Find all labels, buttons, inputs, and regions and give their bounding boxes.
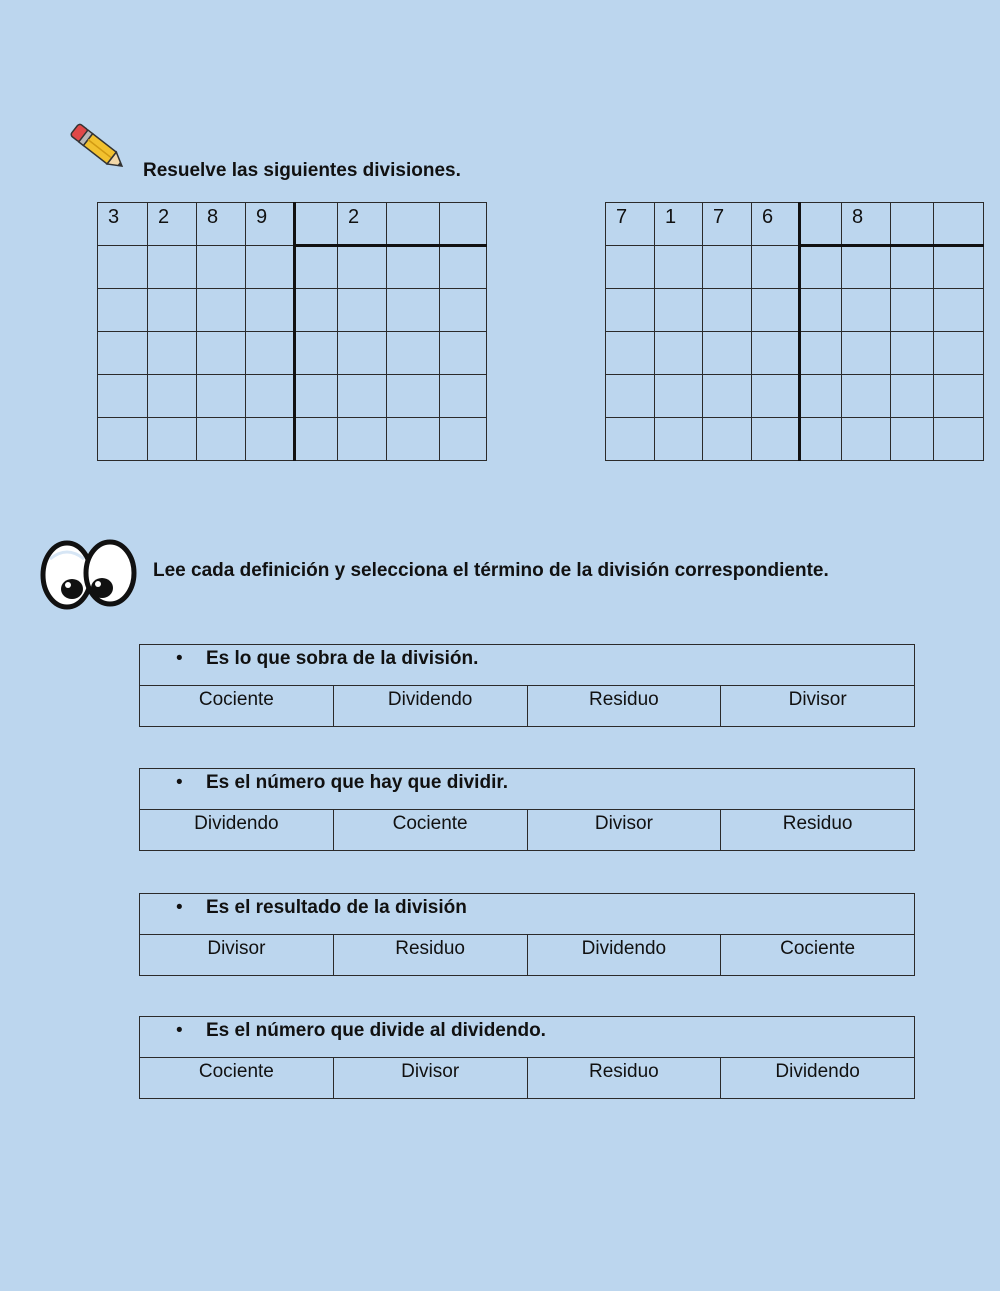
answer-cell[interactable]: [842, 289, 891, 332]
answer-cell[interactable]: [246, 375, 295, 418]
question-2: [139, 768, 915, 851]
answer-cell[interactable]: [148, 332, 197, 375]
answer-option[interactable]: Cociente: [140, 1058, 334, 1099]
dividend-digit: 9: [246, 203, 295, 246]
question-3: [139, 893, 915, 976]
answer-option[interactable]: Residuo: [527, 686, 721, 727]
answer-cell[interactable]: [295, 332, 338, 375]
answer-option[interactable]: Cociente: [721, 935, 915, 976]
answer-cell[interactable]: [98, 289, 148, 332]
answer-cell[interactable]: [98, 375, 148, 418]
question-4: [139, 1016, 915, 1099]
answer-cell[interactable]: [387, 246, 440, 289]
answer-cell[interactable]: [934, 375, 984, 418]
answer-cell[interactable]: [703, 375, 752, 418]
section2-heading: Lee cada definición y selecciona el término de la división correspondiente.: [153, 560, 829, 581]
answer-cell[interactable]: [246, 418, 295, 461]
answer-cell[interactable]: [752, 289, 800, 332]
answer-cell[interactable]: [387, 203, 440, 246]
answer-cell[interactable]: [655, 332, 703, 375]
answer-option[interactable]: Residuo: [721, 810, 915, 851]
answer-cell[interactable]: [440, 289, 487, 332]
answer-cell[interactable]: [655, 375, 703, 418]
answer-cell[interactable]: [295, 203, 338, 246]
answer-cell[interactable]: [387, 375, 440, 418]
answer-option[interactable]: Divisor: [721, 686, 915, 727]
answer-cell[interactable]: [703, 289, 752, 332]
answer-cell[interactable]: [800, 418, 842, 461]
answer-cell[interactable]: [655, 246, 703, 289]
answer-option[interactable]: Residuo: [527, 1058, 721, 1099]
division-grid-1: [97, 202, 487, 461]
answer-cell[interactable]: [387, 289, 440, 332]
answer-cell[interactable]: [197, 332, 246, 375]
answer-cell[interactable]: [246, 246, 295, 289]
dividend-digit: 8: [197, 203, 246, 246]
answer-cell[interactable]: [197, 246, 246, 289]
answer-cell[interactable]: [891, 332, 934, 375]
answer-cell[interactable]: [752, 375, 800, 418]
answer-cell[interactable]: [800, 332, 842, 375]
bullet: •: [176, 648, 183, 669]
answer-cell[interactable]: [387, 332, 440, 375]
division-grid-2: [605, 202, 984, 461]
answer-cell[interactable]: [800, 375, 842, 418]
answer-cell[interactable]: [934, 246, 984, 289]
answer-option[interactable]: Divisor: [527, 810, 721, 851]
question-prompt: • Es el número que divide al dividendo.: [140, 1017, 915, 1058]
answer-cell[interactable]: [98, 332, 148, 375]
answer-cell[interactable]: [934, 418, 984, 461]
answer-option[interactable]: Dividendo: [721, 1058, 915, 1099]
answer-cell[interactable]: [606, 332, 655, 375]
answer-cell[interactable]: [148, 246, 197, 289]
bullet: •: [176, 772, 183, 793]
question-prompt: • Es el número que hay que dividir.: [140, 769, 915, 810]
answer-cell[interactable]: [387, 418, 440, 461]
answer-cell[interactable]: [752, 418, 800, 461]
answer-cell[interactable]: [703, 246, 752, 289]
answer-cell[interactable]: [148, 375, 197, 418]
answer-cell[interactable]: [148, 418, 197, 461]
answer-cell[interactable]: [752, 246, 800, 289]
answer-option[interactable]: Cociente: [140, 686, 334, 727]
answer-cell[interactable]: [703, 332, 752, 375]
answer-cell[interactable]: [338, 418, 387, 461]
answer-cell[interactable]: [891, 203, 934, 246]
answer-option[interactable]: Dividendo: [527, 935, 721, 976]
question-1: [139, 644, 915, 727]
answer-cell[interactable]: [295, 246, 338, 289]
answer-cell[interactable]: [891, 289, 934, 332]
answer-cell[interactable]: [842, 418, 891, 461]
answer-cell[interactable]: [842, 375, 891, 418]
answer-cell[interactable]: [338, 289, 387, 332]
answer-cell[interactable]: [440, 418, 487, 461]
answer-cell[interactable]: [800, 289, 842, 332]
dividend-digit: 1: [655, 203, 703, 246]
section1-heading: Resuelve las siguientes divisiones.: [143, 160, 461, 181]
answer-cell[interactable]: [800, 203, 842, 246]
answer-cell[interactable]: [800, 246, 842, 289]
answer-cell[interactable]: [338, 375, 387, 418]
answer-cell[interactable]: [752, 332, 800, 375]
answer-cell[interactable]: [606, 246, 655, 289]
bullet: •: [176, 897, 183, 918]
answer-cell[interactable]: [891, 375, 934, 418]
answer-cell[interactable]: [246, 289, 295, 332]
answer-cell[interactable]: [842, 246, 891, 289]
pencil-icon: [66, 118, 130, 178]
answer-cell[interactable]: [934, 289, 984, 332]
answer-cell[interactable]: [98, 418, 148, 461]
answer-option[interactable]: Dividendo: [140, 810, 334, 851]
answer-cell[interactable]: [440, 203, 487, 246]
divisor-cell: 8: [842, 203, 891, 246]
answer-cell[interactable]: [338, 332, 387, 375]
dividend-digit: 3: [98, 203, 148, 246]
answer-option[interactable]: Divisor: [333, 1058, 527, 1099]
answer-cell[interactable]: [246, 332, 295, 375]
answer-cell[interactable]: [842, 332, 891, 375]
answer-cell[interactable]: [148, 289, 197, 332]
answer-cell[interactable]: [606, 289, 655, 332]
bullet: •: [176, 1020, 183, 1041]
answer-cell[interactable]: [197, 289, 246, 332]
answer-cell[interactable]: [606, 375, 655, 418]
answer-option[interactable]: Cociente: [333, 810, 527, 851]
answer-cell[interactable]: [98, 246, 148, 289]
answer-option[interactable]: Dividendo: [333, 686, 527, 727]
answer-cell[interactable]: [891, 418, 934, 461]
answer-option[interactable]: Divisor: [140, 935, 334, 976]
answer-cell[interactable]: [934, 332, 984, 375]
answer-cell[interactable]: [440, 375, 487, 418]
divisor-cell: 2: [338, 203, 387, 246]
answer-cell[interactable]: [703, 418, 752, 461]
answer-cell[interactable]: [338, 246, 387, 289]
question-prompt: • Es lo que sobra de la división.: [140, 645, 915, 686]
answer-option[interactable]: Residuo: [333, 935, 527, 976]
dividend-digit: 7: [606, 203, 655, 246]
dividend-digit: 6: [752, 203, 800, 246]
answer-cell[interactable]: [197, 375, 246, 418]
answer-cell[interactable]: [295, 289, 338, 332]
question-prompt: • Es el resultado de la división: [140, 894, 915, 935]
answer-cell[interactable]: [197, 418, 246, 461]
answer-cell[interactable]: [440, 332, 487, 375]
answer-cell[interactable]: [655, 289, 703, 332]
dividend-digit: 2: [148, 203, 197, 246]
answer-cell[interactable]: [295, 375, 338, 418]
eyes-icon: [40, 537, 138, 612]
dividend-digit: 7: [703, 203, 752, 246]
answer-cell[interactable]: [295, 418, 338, 461]
answer-cell[interactable]: [891, 246, 934, 289]
answer-cell[interactable]: [440, 246, 487, 289]
answer-cell[interactable]: [606, 418, 655, 461]
answer-cell[interactable]: [934, 203, 984, 246]
answer-cell[interactable]: [655, 418, 703, 461]
